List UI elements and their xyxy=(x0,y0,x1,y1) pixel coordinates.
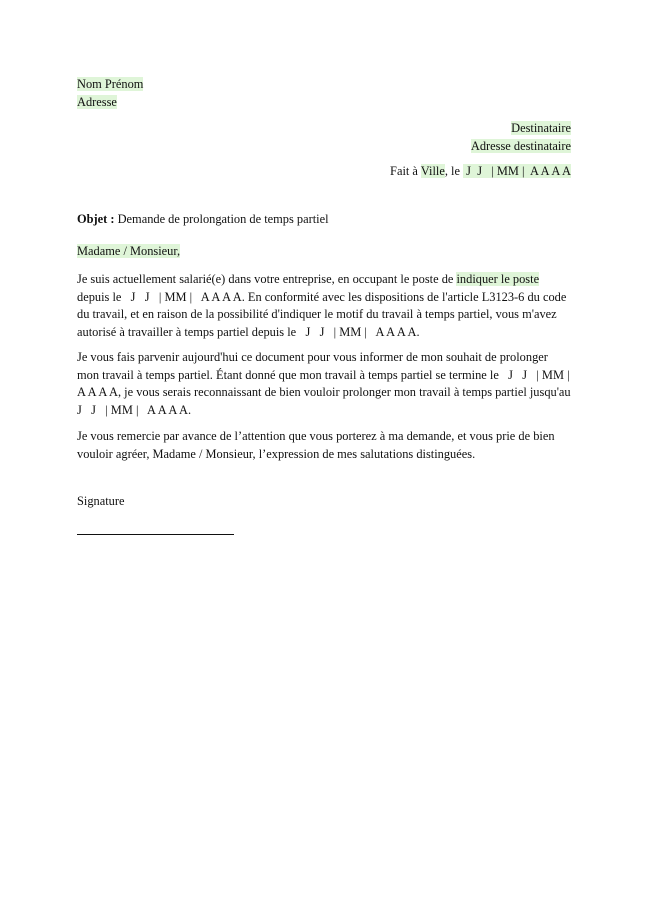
position-placeholder: indiquer le poste xyxy=(456,272,540,286)
paragraph-1 xyxy=(77,271,571,341)
signature-label: Signature xyxy=(77,494,125,508)
place-date-line xyxy=(77,163,571,181)
paragraph-2: Je vous fais parvenir aujourd'hui ce document pour vous informer de mon souhait de prolonger mon travail à temps partiel. Étant donné que mon travail à temps partiel se termine le J J | MM | A A A A, je vous serais reconnaissant de bien vouloir prolonger mon travail à temps partiel jusqu'au J J | MM | A A A A. xyxy=(77,350,580,417)
object-line xyxy=(77,211,571,229)
recipient-block xyxy=(77,120,571,155)
letter-date: J J | MM | A A A A xyxy=(463,164,571,178)
place-prefix: Fait à xyxy=(390,164,421,178)
object-label: Objet : xyxy=(77,212,115,226)
sender-block xyxy=(77,76,571,111)
salutation: Madame / Monsieur, xyxy=(77,244,181,258)
paragraph-1-text-b: depuis le J J | MM | A A A A. En conformité avec les dispositions de l'article L3123-6 du code du travail, et en raison de la possibilité d'indiquer le motif du travail à temps partiel, vous m'avez autorisé à travailler à temps partiel depuis le J J | MM | A A A A. xyxy=(77,272,570,339)
salutation-line xyxy=(77,243,571,261)
signature-line xyxy=(77,534,234,535)
paragraph-3: Je vous remercie par avance de l’attention que vous porterez à ma demande, et vous prie de bien vouloir agréer, Madame / Monsieur, l’expression de mes salutations distinguées. xyxy=(77,429,555,461)
object-text: Demande de prolongation de temps partiel xyxy=(114,212,329,226)
place-city: Ville xyxy=(420,164,445,178)
recipient-name: Destinataire xyxy=(511,121,571,135)
recipient-address: Adresse destinataire xyxy=(470,138,571,153)
place-date-sep: , le xyxy=(444,164,464,178)
sender-name: Nom Prénom xyxy=(77,77,144,91)
paragraph-1-text-a: Je suis actuellement salarié(e) dans votre entreprise, en occupant le poste de xyxy=(77,272,457,286)
sender-address: Adresse xyxy=(77,94,117,109)
